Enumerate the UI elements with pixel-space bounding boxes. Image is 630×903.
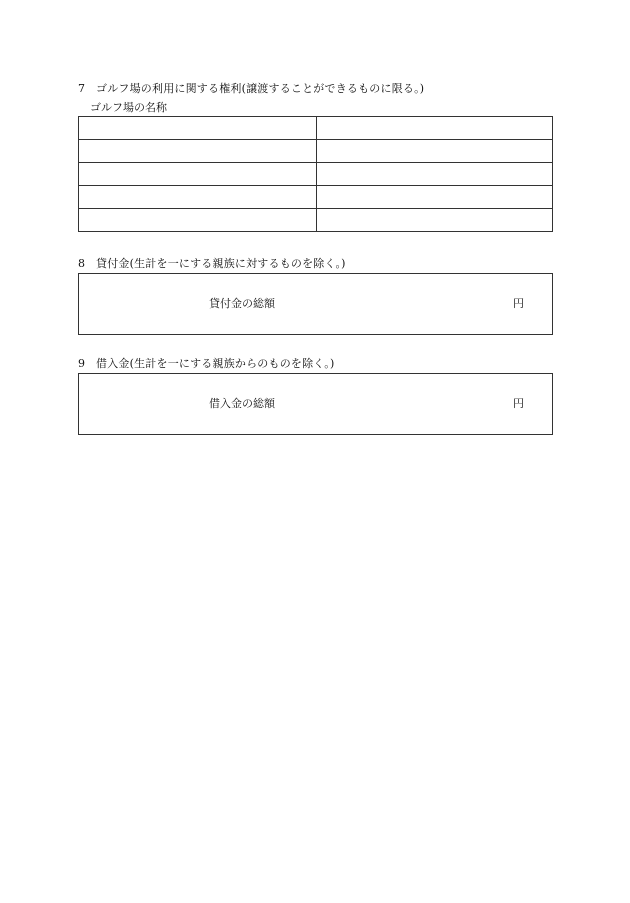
- golf-rights-detail-cell[interactable]: [317, 163, 553, 186]
- golf-rights-row: [79, 209, 553, 232]
- golf-rights-detail-cell[interactable]: [317, 140, 553, 163]
- loans-payable-yen-unit: 円: [513, 397, 524, 410]
- golf-rights-detail-cell[interactable]: [317, 186, 553, 209]
- section-8-number: 8: [78, 257, 86, 270]
- section-8-title: 貸付金(生計を一にする親族に対するものを除く。): [96, 257, 346, 270]
- golf-rights-detail-cell[interactable]: [317, 209, 553, 232]
- section-8-heading: [78, 257, 346, 271]
- golf-course-name-label: ゴルフ場の名称: [90, 101, 167, 114]
- loans-receivable-yen-unit: 円: [513, 297, 524, 310]
- loans-receivable-box[interactable]: [78, 273, 553, 335]
- section-9-title: 借入金(生計を一にする親族からのものを除く。): [96, 357, 335, 370]
- golf-course-name-cell[interactable]: [79, 209, 317, 232]
- golf-course-name-cell[interactable]: [79, 117, 317, 140]
- golf-rights-table-body: [79, 117, 553, 232]
- golf-rights-row: [79, 186, 553, 209]
- golf-course-name-cell[interactable]: [79, 186, 317, 209]
- section-7-heading: [78, 82, 424, 96]
- section-7-title: ゴルフ場の利用に関する権利(譲渡することができるものに限る。): [96, 82, 425, 95]
- loans-receivable-total-label: 貸付金の総額: [209, 297, 275, 310]
- golf-rights-row: [79, 163, 553, 186]
- golf-rights-table: [78, 116, 553, 232]
- golf-course-name-cell[interactable]: [79, 140, 317, 163]
- loans-payable-box[interactable]: [78, 373, 553, 435]
- section-9-number: 9: [78, 357, 86, 370]
- section-7-number: 7: [78, 82, 86, 95]
- golf-rights-row: [79, 140, 553, 163]
- golf-rights-row: [79, 117, 553, 140]
- golf-rights-detail-cell[interactable]: [317, 117, 553, 140]
- section-9-heading: [78, 357, 334, 371]
- golf-course-name-cell[interactable]: [79, 163, 317, 186]
- loans-payable-total-label: 借入金の総額: [209, 397, 275, 410]
